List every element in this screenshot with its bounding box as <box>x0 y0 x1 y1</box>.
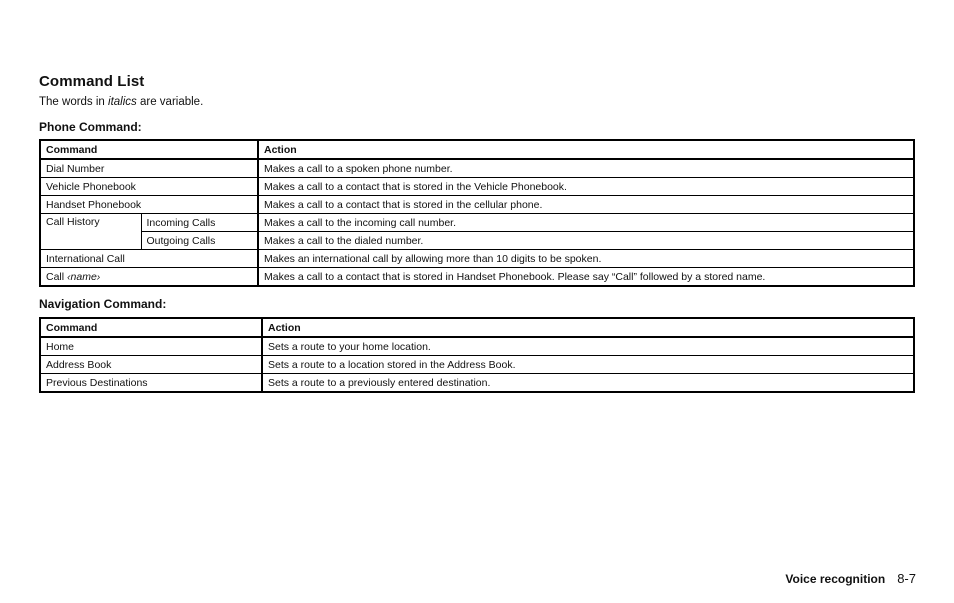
table-row <box>40 178 914 196</box>
action-cell: Makes a call to a contact that is stored in the Vehicle Phonebook. <box>258 178 914 196</box>
command-cell: International Call <box>40 250 258 268</box>
column-header-action: Action <box>258 140 914 159</box>
table-row <box>40 250 914 268</box>
column-header-command: Command <box>40 140 258 159</box>
page-title: Command List <box>39 73 145 90</box>
command-cell: Handset Phonebook <box>40 196 258 214</box>
action-cell: Makes a call to the incoming call number. <box>258 214 914 232</box>
action-cell: Makes a call to a contact that is stored in Handset Phonebook. Please say “Call” followed by a stored name. <box>258 268 914 287</box>
phone-command-heading: Phone Command: <box>39 120 142 134</box>
command-cell: Vehicle Phonebook <box>40 178 258 196</box>
table-row <box>40 374 914 393</box>
command-cell: Address Book <box>40 356 262 374</box>
command-cell: Call History <box>40 214 141 250</box>
intro-italic-word: italics <box>108 96 137 108</box>
page-footer <box>785 571 916 586</box>
column-header-action: Action <box>262 318 914 337</box>
action-cell: Makes a call to a contact that is stored in the cellular phone. <box>258 196 914 214</box>
navigation-command-table <box>39 317 915 393</box>
sub-command-cell: Outgoing Calls <box>141 232 258 250</box>
table-row <box>40 214 914 232</box>
action-cell: Sets a route to a previously entered destination. <box>262 374 914 393</box>
table-row <box>40 232 914 250</box>
action-cell: Sets a route to a location stored in the Address Book. <box>262 356 914 374</box>
action-cell: Makes a call to the dialed number. <box>258 232 914 250</box>
command-text: Call <box>46 270 68 283</box>
sub-command-cell: Incoming Calls <box>141 214 258 232</box>
navigation-command-heading: Navigation Command: <box>39 297 167 311</box>
chapter-title: Voice recognition <box>785 572 886 586</box>
table-header-row <box>40 318 914 337</box>
action-cell: Sets a route to your home location. <box>262 337 914 356</box>
table-row <box>40 337 914 356</box>
phone-command-table <box>39 139 915 287</box>
command-cell: Previous Destinations <box>40 374 262 393</box>
action-cell: Makes a call to a spoken phone number. <box>258 159 914 178</box>
page-number: 8-7 <box>897 571 916 586</box>
table-header-row <box>40 140 914 159</box>
intro-before: The words in <box>39 96 109 108</box>
table-row <box>40 268 914 287</box>
column-header-command: Command <box>40 318 262 337</box>
command-cell <box>40 268 258 287</box>
variable-name: ‹name› <box>67 270 101 283</box>
command-cell: Home <box>40 337 262 356</box>
command-cell: Dial Number <box>40 159 258 178</box>
table-row <box>40 196 914 214</box>
table-row <box>40 159 914 178</box>
action-cell: Makes an international call by allowing more than 10 digits to be spoken. <box>258 250 914 268</box>
intro-text <box>39 96 203 108</box>
intro-after: are variable. <box>136 96 204 108</box>
table-row <box>40 356 914 374</box>
